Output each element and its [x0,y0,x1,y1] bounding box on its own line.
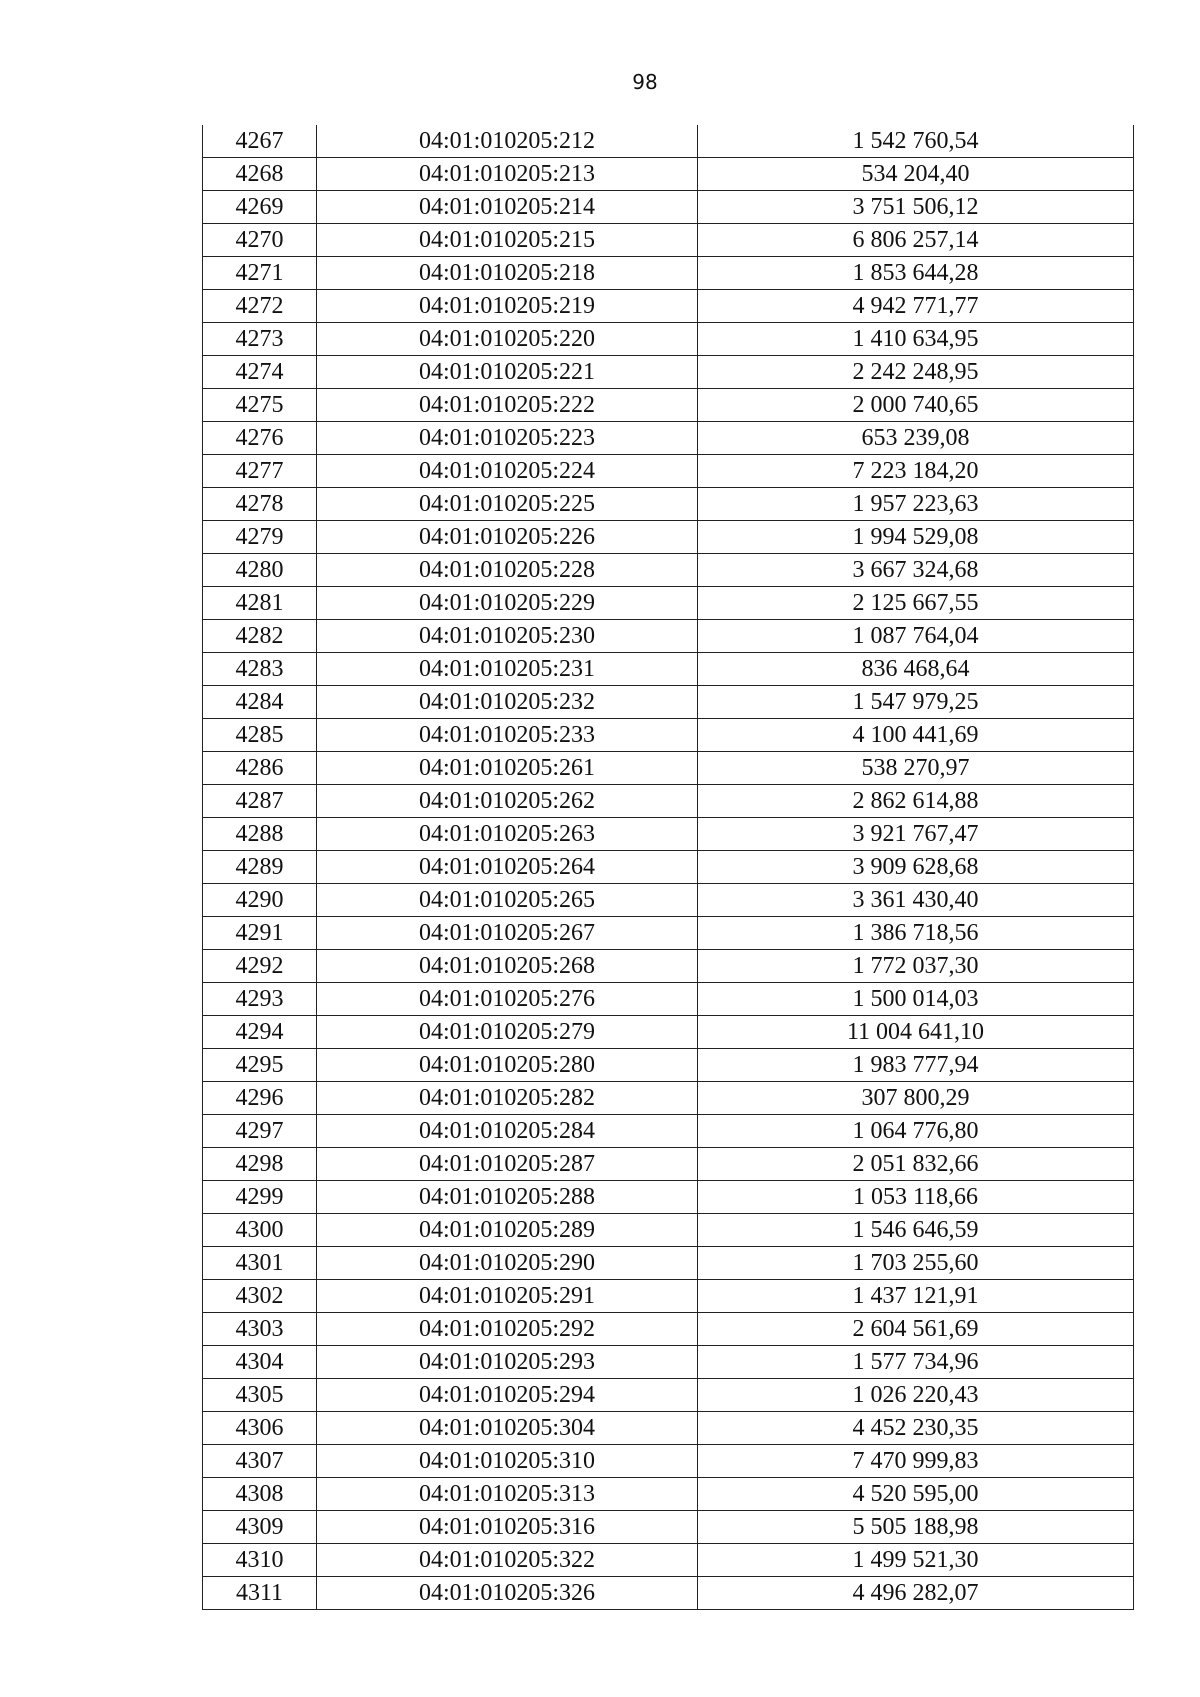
row-number-cell: 4276 [203,422,317,455]
cadastral-value-cell: 2 125 667,55 [698,587,1134,620]
cadastral-value-cell: 1 703 255,60 [698,1247,1134,1280]
cadastral-number-cell: 04:01:010205:213 [317,158,698,191]
table-row [203,1412,1134,1445]
table-row [203,950,1134,983]
row-number-cell: 4274 [203,356,317,389]
table-row [203,884,1134,917]
table-row [203,983,1134,1016]
cadastral-number-cell: 04:01:010205:268 [317,950,698,983]
row-number-cell: 4283 [203,653,317,686]
cadastral-number-cell: 04:01:010205:212 [317,125,698,158]
table-row [203,1214,1134,1247]
cadastral-number-cell: 04:01:010205:226 [317,521,698,554]
cadastral-value-cell: 4 496 282,07 [698,1577,1134,1610]
row-number-cell: 4308 [203,1478,317,1511]
table-row [203,422,1134,455]
table-row [203,1346,1134,1379]
row-number-cell: 4301 [203,1247,317,1280]
table-row [203,356,1134,389]
cadastral-value-cell: 307 800,29 [698,1082,1134,1115]
cadastral-number-cell: 04:01:010205:290 [317,1247,698,1280]
row-number-cell: 4311 [203,1577,317,1610]
table-row [203,488,1134,521]
table-row [203,1379,1134,1412]
table-row [203,1577,1134,1610]
table-row [203,554,1134,587]
cadastral-value-cell: 1 053 118,66 [698,1181,1134,1214]
table-row [203,1016,1134,1049]
table-row [203,1115,1134,1148]
cadastral-value-cell: 1 957 223,63 [698,488,1134,521]
table-row [203,587,1134,620]
cadastral-number-cell: 04:01:010205:276 [317,983,698,1016]
cadastral-value-cell: 538 270,97 [698,752,1134,785]
row-number-cell: 4302 [203,1280,317,1313]
cadastral-number-cell: 04:01:010205:225 [317,488,698,521]
row-number-cell: 4306 [203,1412,317,1445]
table-row [203,785,1134,818]
table-row [203,752,1134,785]
cadastral-value-cell: 2 242 248,95 [698,356,1134,389]
cadastral-value-cell: 653 239,08 [698,422,1134,455]
cadastral-value-cell: 1 410 634,95 [698,323,1134,356]
table-row [203,290,1134,323]
cadastral-value-cell: 2 604 561,69 [698,1313,1134,1346]
row-number-cell: 4310 [203,1544,317,1577]
cadastral-value-cell: 534 204,40 [698,158,1134,191]
row-number-cell: 4297 [203,1115,317,1148]
cadastral-number-cell: 04:01:010205:291 [317,1280,698,1313]
cadastral-number-cell: 04:01:010205:230 [317,620,698,653]
row-number-cell: 4269 [203,191,317,224]
cadastral-value-table [202,125,1134,1610]
table-row [203,521,1134,554]
cadastral-number-cell: 04:01:010205:316 [317,1511,698,1544]
row-number-cell: 4296 [203,1082,317,1115]
cadastral-number-cell: 04:01:010205:322 [317,1544,698,1577]
table-row [203,389,1134,422]
cadastral-number-cell: 04:01:010205:264 [317,851,698,884]
table-row [203,455,1134,488]
row-number-cell: 4298 [203,1148,317,1181]
row-number-cell: 4287 [203,785,317,818]
cadastral-value-cell: 2 000 740,65 [698,389,1134,422]
cadastral-number-cell: 04:01:010205:219 [317,290,698,323]
row-number-cell: 4267 [203,125,317,158]
row-number-cell: 4272 [203,290,317,323]
cadastral-value-cell: 1 853 644,28 [698,257,1134,290]
cadastral-number-cell: 04:01:010205:294 [317,1379,698,1412]
cadastral-number-cell: 04:01:010205:232 [317,686,698,719]
table-row [203,1148,1134,1181]
cadastral-value-cell: 4 520 595,00 [698,1478,1134,1511]
cadastral-value-cell: 3 921 767,47 [698,818,1134,851]
cadastral-value-cell: 7 470 999,83 [698,1445,1134,1478]
table-row [203,1181,1134,1214]
row-number-cell: 4305 [203,1379,317,1412]
table-row [203,719,1134,752]
cadastral-number-cell: 04:01:010205:265 [317,884,698,917]
page-number: 98 [632,70,658,94]
row-number-cell: 4288 [203,818,317,851]
row-number-cell: 4275 [203,389,317,422]
cadastral-value-cell: 7 223 184,20 [698,455,1134,488]
cadastral-value-cell: 1 994 529,08 [698,521,1134,554]
cadastral-number-cell: 04:01:010205:282 [317,1082,698,1115]
cadastral-value-cell: 6 806 257,14 [698,224,1134,257]
cadastral-value-cell: 1 577 734,96 [698,1346,1134,1379]
row-number-cell: 4284 [203,686,317,719]
cadastral-value-cell: 1 087 764,04 [698,620,1134,653]
cadastral-value-cell: 1 499 521,30 [698,1544,1134,1577]
cadastral-number-cell: 04:01:010205:293 [317,1346,698,1379]
cadastral-number-cell: 04:01:010205:280 [317,1049,698,1082]
cadastral-number-cell: 04:01:010205:261 [317,752,698,785]
row-number-cell: 4292 [203,950,317,983]
cadastral-value-cell: 3 361 430,40 [698,884,1134,917]
row-number-cell: 4294 [203,1016,317,1049]
table-row [203,323,1134,356]
row-number-cell: 4289 [203,851,317,884]
cadastral-value-cell: 2 862 614,88 [698,785,1134,818]
cadastral-number-cell: 04:01:010205:229 [317,587,698,620]
cadastral-number-cell: 04:01:010205:288 [317,1181,698,1214]
cadastral-value-cell: 3 909 628,68 [698,851,1134,884]
cadastral-value-cell: 1 386 718,56 [698,917,1134,950]
cadastral-value-cell: 3 667 324,68 [698,554,1134,587]
cadastral-number-cell: 04:01:010205:284 [317,1115,698,1148]
table-row [203,917,1134,950]
cadastral-number-cell: 04:01:010205:267 [317,917,698,950]
table-row [203,686,1134,719]
table-row [203,1478,1134,1511]
table-body [203,125,1134,1610]
cadastral-value-cell: 4 452 230,35 [698,1412,1134,1445]
table-row [203,653,1134,686]
row-number-cell: 4291 [203,917,317,950]
row-number-cell: 4270 [203,224,317,257]
cadastral-number-cell: 04:01:010205:304 [317,1412,698,1445]
row-number-cell: 4293 [203,983,317,1016]
row-number-cell: 4285 [203,719,317,752]
table-row [203,158,1134,191]
cadastral-number-cell: 04:01:010205:228 [317,554,698,587]
row-number-cell: 4282 [203,620,317,653]
cadastral-value-cell: 1 547 979,25 [698,686,1134,719]
cadastral-value-cell: 1 542 760,54 [698,125,1134,158]
cadastral-value-cell: 836 468,64 [698,653,1134,686]
cadastral-number-cell: 04:01:010205:289 [317,1214,698,1247]
cadastral-value-cell: 4 942 771,77 [698,290,1134,323]
table-row [203,1049,1134,1082]
cadastral-number-cell: 04:01:010205:224 [317,455,698,488]
cadastral-number-cell: 04:01:010205:218 [317,257,698,290]
cadastral-value-cell: 3 751 506,12 [698,191,1134,224]
cadastral-value-cell: 1 064 776,80 [698,1115,1134,1148]
table-row [203,818,1134,851]
row-number-cell: 4307 [203,1445,317,1478]
cadastral-value-cell: 1 026 220,43 [698,1379,1134,1412]
cadastral-value-cell: 4 100 441,69 [698,719,1134,752]
row-number-cell: 4280 [203,554,317,587]
row-number-cell: 4277 [203,455,317,488]
cadastral-value-cell: 1 983 777,94 [698,1049,1134,1082]
row-number-cell: 4303 [203,1313,317,1346]
row-number-cell: 4271 [203,257,317,290]
cadastral-number-cell: 04:01:010205:279 [317,1016,698,1049]
table-row [203,1511,1134,1544]
row-number-cell: 4268 [203,158,317,191]
cadastral-value-cell: 2 051 832,66 [698,1148,1134,1181]
table-row [203,1280,1134,1313]
cadastral-number-cell: 04:01:010205:222 [317,389,698,422]
cadastral-value-cell: 5 505 188,98 [698,1511,1134,1544]
table-row [203,1544,1134,1577]
cadastral-number-cell: 04:01:010205:233 [317,719,698,752]
table-row [203,851,1134,884]
row-number-cell: 4309 [203,1511,317,1544]
row-number-cell: 4304 [203,1346,317,1379]
table-row [203,1313,1134,1346]
cadastral-value-cell: 1 437 121,91 [698,1280,1134,1313]
row-number-cell: 4286 [203,752,317,785]
row-number-cell: 4295 [203,1049,317,1082]
cadastral-number-cell: 04:01:010205:223 [317,422,698,455]
cadastral-number-cell: 04:01:010205:221 [317,356,698,389]
cadastral-number-cell: 04:01:010205:220 [317,323,698,356]
cadastral-number-cell: 04:01:010205:215 [317,224,698,257]
row-number-cell: 4273 [203,323,317,356]
table-row [203,257,1134,290]
table-row [203,191,1134,224]
cadastral-value-cell: 1 772 037,30 [698,950,1134,983]
cadastral-value-cell: 1 546 646,59 [698,1214,1134,1247]
row-number-cell: 4278 [203,488,317,521]
cadastral-number-cell: 04:01:010205:231 [317,653,698,686]
table-row [203,125,1134,158]
cadastral-number-cell: 04:01:010205:262 [317,785,698,818]
row-number-cell: 4300 [203,1214,317,1247]
cadastral-number-cell: 04:01:010205:313 [317,1478,698,1511]
table-row [203,620,1134,653]
cadastral-number-cell: 04:01:010205:310 [317,1445,698,1478]
table-row [203,1247,1134,1280]
row-number-cell: 4279 [203,521,317,554]
cadastral-value-cell: 1 500 014,03 [698,983,1134,1016]
row-number-cell: 4299 [203,1181,317,1214]
cadastral-value-cell: 11 004 641,10 [698,1016,1134,1049]
table-row [203,1082,1134,1115]
row-number-cell: 4290 [203,884,317,917]
table-row [203,1445,1134,1478]
table-row [203,224,1134,257]
cadastral-number-cell: 04:01:010205:326 [317,1577,698,1610]
cadastral-number-cell: 04:01:010205:263 [317,818,698,851]
cadastral-number-cell: 04:01:010205:287 [317,1148,698,1181]
row-number-cell: 4281 [203,587,317,620]
cadastral-number-cell: 04:01:010205:292 [317,1313,698,1346]
cadastral-number-cell: 04:01:010205:214 [317,191,698,224]
